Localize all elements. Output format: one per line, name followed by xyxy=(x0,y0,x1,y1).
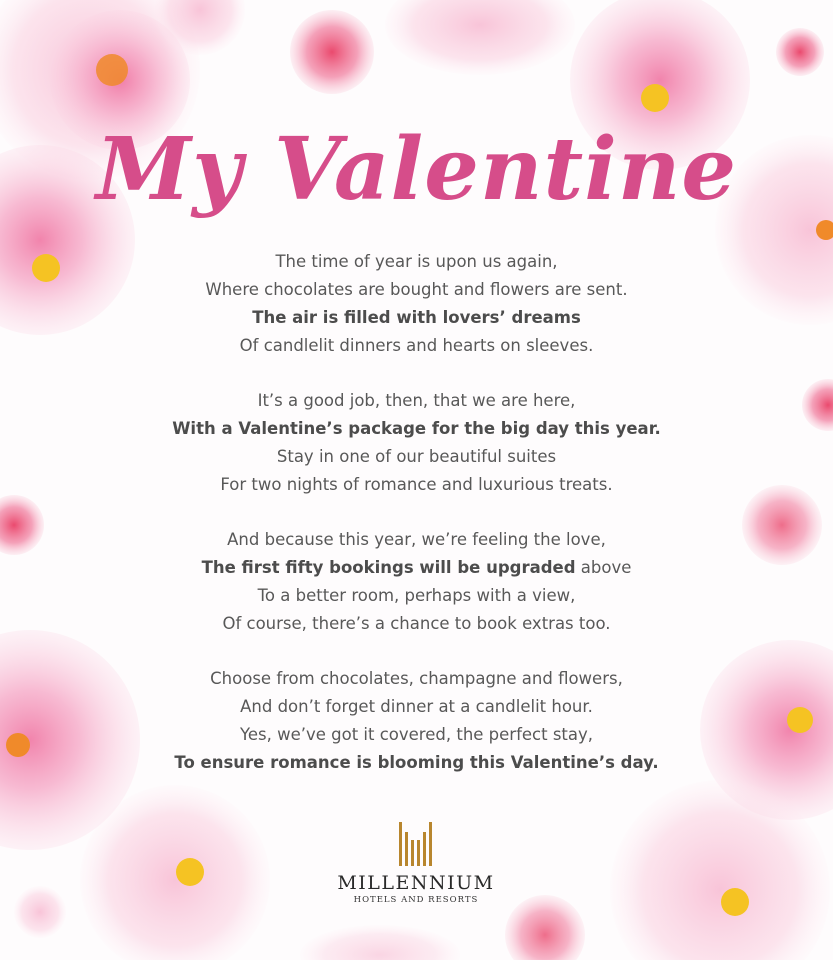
poem-line-bold-part: The first fifty bookings will be upgraded xyxy=(201,558,576,577)
poem-line: For two nights of romance and luxurious treats. xyxy=(220,475,613,494)
poem-line: The time of year is upon us again, xyxy=(275,252,558,271)
stanza xyxy=(0,526,833,638)
poem-line: Where chocolates are bought and flowers are sent. xyxy=(205,280,628,299)
poem-line-tail: above xyxy=(575,558,632,577)
stanza xyxy=(0,665,833,777)
stanza xyxy=(0,387,833,499)
poem-line: Of course, there’s a chance to book extras too. xyxy=(222,614,611,633)
stanza xyxy=(0,248,833,360)
poem-line-mixed xyxy=(0,554,833,582)
poem-line-bold: To ensure romance is blooming this Valentine’s day. xyxy=(174,753,659,772)
poem-line: It’s a good job, then, that we are here, xyxy=(257,391,576,410)
poem xyxy=(0,248,833,804)
poem-line: To a better room, perhaps with a view, xyxy=(257,586,576,605)
flower-top-center xyxy=(385,0,575,75)
poem-line: Stay in one of our beautiful suites xyxy=(276,447,557,466)
poem-line: Choose from chocolates, champagne and flowers, xyxy=(210,669,623,688)
poem-line-bold: With a Valentine’s package for the big day this year. xyxy=(172,419,661,438)
poem-line-bold: The air is filled with lovers’ dreams xyxy=(252,308,581,327)
logo-tagline: HOTELS AND RESORTS xyxy=(353,895,479,905)
poem-line: Of candlelit dinners and hearts on sleeves. xyxy=(239,336,594,355)
logo-name: MILLENNIUM xyxy=(337,872,495,894)
vertical-bars-icon xyxy=(399,822,433,866)
poem-line: Yes, we’ve got it covered, the perfect stay, xyxy=(239,725,594,744)
page-title: My Valentine xyxy=(95,119,738,220)
poem-line: And don’t forget dinner at a candlelit hour. xyxy=(240,697,593,716)
poem-line: And because this year, we’re feeling the love, xyxy=(227,530,606,549)
flower-top-red xyxy=(290,10,374,94)
millennium-logo xyxy=(316,822,516,906)
